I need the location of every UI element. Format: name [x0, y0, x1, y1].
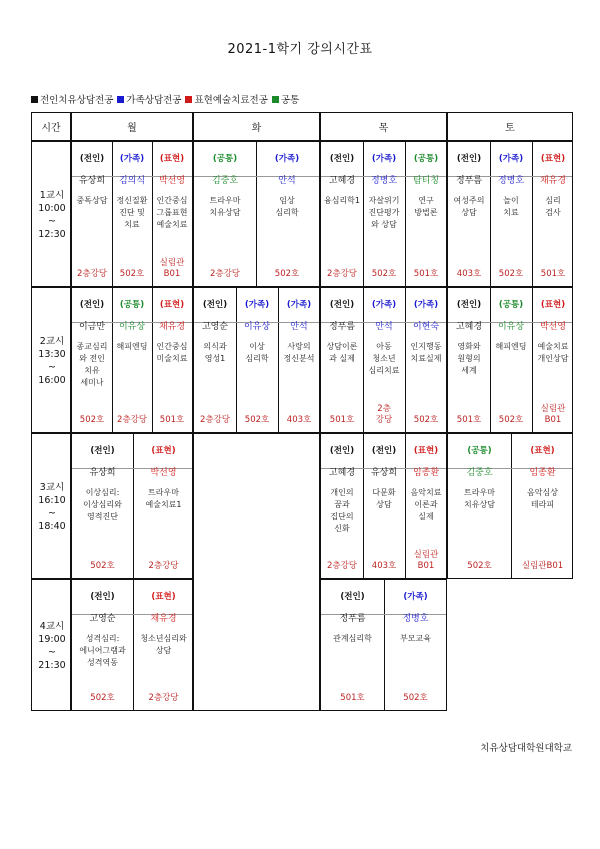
block-empty-tue [193, 433, 320, 711]
header-tue: 화 [193, 112, 320, 141]
course-cell: (표현) 임종환 음악심상 테라피 실림관B01 [521, 446, 564, 571]
header-mon: 월 [71, 112, 193, 141]
square-icon [31, 96, 38, 103]
legend-item-gajok: 가족상담전공 [117, 92, 181, 106]
legend-item-jeonin: 전인치유상담전공 [31, 92, 113, 106]
legend-item-gongtong: 공통 [272, 92, 299, 106]
course-cell: (전인) 고영순 성격심리: 에니어그램과 성격역동 502호 [79, 592, 126, 703]
square-icon [117, 96, 124, 103]
block-p2-sat [447, 287, 573, 433]
course-cell: (가족) 정병호 자살위기 진단평가 와 상담 502호 [368, 154, 400, 279]
course-cell: (전인) 정푸름 관계심리학 501호 [333, 592, 372, 703]
block-p1-sat [447, 141, 573, 287]
square-icon [272, 96, 279, 103]
header-sat: 토 [447, 112, 573, 141]
time-cell-2: 2교시 13:30 ~ 16:00 [31, 287, 71, 433]
course-cell: (가족) 정병호 부모교육 502호 [400, 592, 431, 703]
course-cell: (표현) 채유경 심리 검사 501호 [539, 154, 567, 279]
time-cell-4: 4교시 19:00 ~ 21:30 [31, 579, 71, 711]
course-cell: (공통) 김중호 트라우마 치유상담 2층강당 [209, 154, 241, 279]
course-cell: (전인) 고혜경 융심리학1 2층강당 [323, 154, 360, 279]
time-cell-1: 1교시 10:00 ~ 12:30 [31, 141, 71, 287]
block-p1-thu [320, 141, 447, 287]
course-cell: (가족) 김의식 정신질환 진단 및 치료 502호 [116, 154, 148, 279]
block-p4-mon [71, 579, 193, 711]
course-cell: (전인) 고영순 의식과 영성1 2층강당 [199, 300, 231, 425]
course-cell: (공통) 이유상 해피엔딩 2층강당 [116, 300, 148, 425]
course-cell: (공통) 이유상 해피엔딩 502호 [495, 300, 527, 425]
block-p3-mon [71, 433, 193, 579]
time-cell-3: 3교시 16:10 ~ 18:40 [31, 433, 71, 579]
legend [31, 92, 299, 106]
block-p1-tue [193, 141, 320, 287]
course-cell: (전인) 고혜경 영화와 원형의 세계 501호 [455, 300, 483, 425]
timetable [31, 112, 573, 711]
course-cell: (가족) 정병호 놀이 치료 502호 [497, 154, 525, 279]
course-cell: (가족) 안석 사랑의 정신분석 403호 [283, 300, 315, 425]
course-cell: (표현) 채유경 인간중심 미술치료 501호 [156, 300, 188, 425]
block-p3-thu [320, 433, 447, 579]
course-cell: (전인) 유상희 이상심리: 이상심리와 영적진단 502호 [83, 446, 122, 571]
course-cell: (공통) 탐티칭 연구 방법론 501호 [412, 154, 440, 279]
course-cell: (전인) 유상희 중독상담 2층강당 [76, 154, 108, 279]
header-time: 시간 [31, 112, 71, 141]
course-cell: (전인) 정푸름 상담이론 과 실제 501호 [326, 300, 358, 425]
header-thu: 목 [320, 112, 447, 141]
page-title: 2021-1학기 강의시간표 [227, 42, 373, 57]
block-p2-thu [320, 287, 447, 433]
course-cell: (표현) 박선영 인간중심 그룹표현 예술치료 실림관 B01 [156, 154, 188, 279]
course-cell: (표현) 박선영 예술치료 개인상담 실림관 B01 [537, 300, 569, 425]
square-icon [185, 96, 192, 103]
block-p1-mon [71, 141, 193, 287]
course-cell: (가족) 이현숙 인지행동 치료실제 502호 [410, 300, 442, 425]
course-cell: (전인) 고혜경 개인의 꿈과 집단의 신화 2층강당 [326, 446, 358, 571]
block-p2-tue [193, 287, 320, 433]
block-p4-thu [320, 579, 447, 711]
course-cell: (공통) 김중호 트라우마 치유상담 502호 [464, 446, 495, 571]
course-cell: (표현) 임종환 음악치료 이론과 실제 실림관 B01 [410, 446, 442, 571]
course-cell: (표현) 박선영 트라우마 예술치료1 2층강당 [145, 446, 182, 571]
course-cell: (전인) 유상희 다문화 상담 403호 [370, 446, 398, 571]
course-cell: (표현) 채유경 청소년심리와 상담 2층강당 [140, 592, 187, 703]
block-p3-sat [447, 433, 573, 579]
course-cell: (전인) 이금만 종교심리 와 전인 치유 세미나 502호 [76, 300, 108, 425]
course-cell: (가족) 이유상 이상 심리학 502호 [243, 300, 271, 425]
course-cell: (가족) 안석 아동 청소년 심리치료 2층 강당 [368, 300, 400, 425]
institution-name: 치유상담대학원대학교 [480, 743, 572, 754]
course-cell: (전인) 정푸름 여성주의 상담 403호 [453, 154, 485, 279]
block-p2-mon [71, 287, 193, 433]
legend-item-pyohyeon: 표현예술치료전공 [185, 92, 267, 106]
course-cell: (가족) 안석 임상 심리학 502호 [274, 154, 300, 279]
